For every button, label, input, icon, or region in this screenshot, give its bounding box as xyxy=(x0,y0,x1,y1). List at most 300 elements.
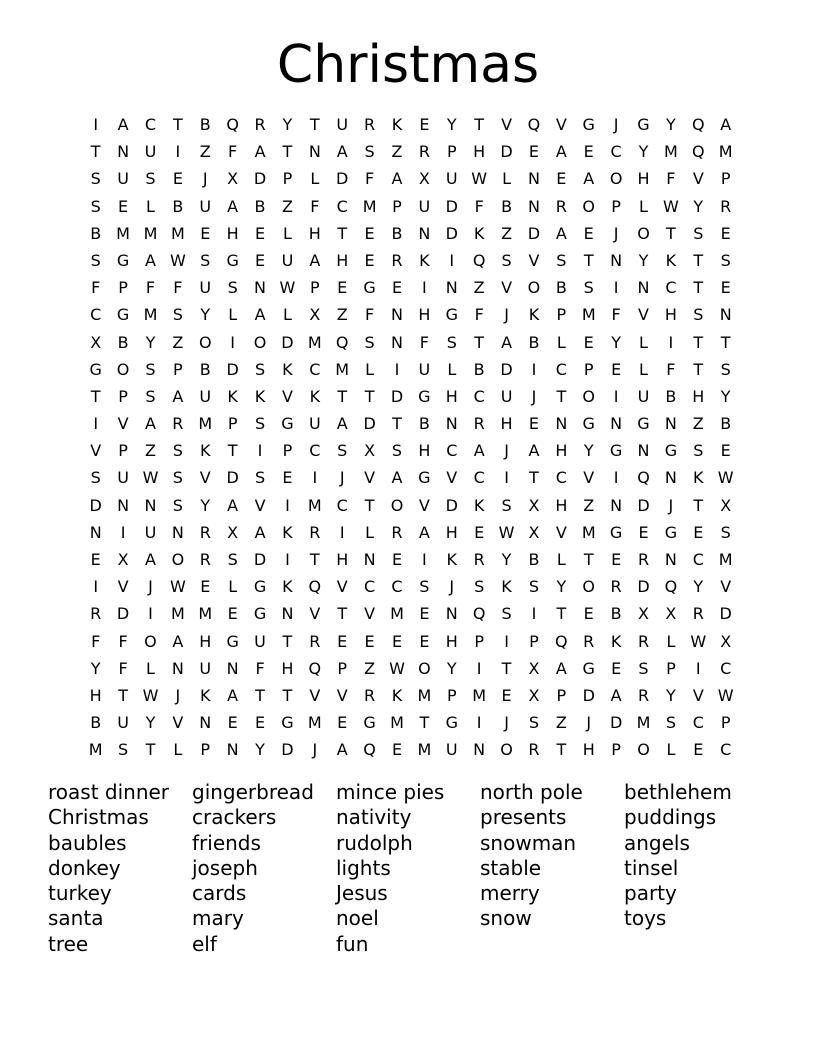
grid-letter[interactable]: N xyxy=(445,278,458,298)
grid-letter[interactable]: P xyxy=(118,386,128,406)
grid-letter[interactable]: H xyxy=(664,305,677,325)
grid-letter[interactable]: N xyxy=(281,604,294,624)
grid-letter[interactable]: P xyxy=(529,631,539,651)
grid-letter[interactable]: B xyxy=(199,359,211,379)
grid-letter[interactable]: Q xyxy=(308,658,322,678)
grid-letter[interactable]: N xyxy=(610,414,623,434)
grid-letter[interactable]: A xyxy=(309,250,321,270)
grid-letter[interactable]: P xyxy=(611,740,621,760)
grid-letter[interactable]: W xyxy=(471,169,488,189)
grid-letter[interactable]: R xyxy=(692,604,704,624)
grid-letter[interactable]: Q xyxy=(308,577,322,597)
grid-letter[interactable]: R xyxy=(391,250,403,270)
grid-letter[interactable]: K xyxy=(282,577,293,597)
grid-letter[interactable]: C xyxy=(391,577,403,597)
grid-letter[interactable]: D xyxy=(281,332,294,352)
grid-letter[interactable]: D xyxy=(445,196,458,216)
grid-letter[interactable]: T xyxy=(309,115,320,134)
grid-letter[interactable]: G xyxy=(363,713,376,733)
grid-letter[interactable]: Z xyxy=(336,305,348,325)
grid-letter[interactable]: I xyxy=(394,359,400,379)
grid-letter[interactable]: Y xyxy=(556,577,567,597)
grid-letter[interactable]: I xyxy=(613,468,619,488)
grid-letter[interactable]: V xyxy=(555,522,567,542)
grid-letter[interactable]: T xyxy=(720,332,731,352)
grid-letter[interactable]: Y xyxy=(90,658,101,678)
grid-letter[interactable]: V xyxy=(117,414,129,434)
grid-letter[interactable]: H xyxy=(336,550,349,569)
grid-letter[interactable]: Y xyxy=(282,115,293,134)
grid-letter[interactable]: X xyxy=(528,495,540,515)
grid-letter[interactable]: U xyxy=(199,386,212,406)
grid-letter[interactable]: X xyxy=(364,441,376,461)
grid-letter[interactable]: Y xyxy=(200,495,211,515)
grid-letter[interactable]: L xyxy=(228,305,238,325)
grid-letter[interactable]: E xyxy=(337,631,348,651)
grid-letter[interactable]: R xyxy=(391,522,403,542)
grid-letter[interactable]: V xyxy=(528,250,540,270)
grid-letter[interactable]: E xyxy=(720,441,731,461)
grid-letter[interactable]: B xyxy=(90,223,102,243)
grid-letter[interactable]: V xyxy=(692,169,704,189)
grid-letter[interactable]: P xyxy=(474,631,484,651)
grid-letter[interactable]: Q xyxy=(335,332,349,352)
grid-letter[interactable]: N xyxy=(89,522,102,542)
grid-letter[interactable]: C xyxy=(446,441,458,461)
grid-letter[interactable]: Z xyxy=(144,441,156,461)
grid-letter[interactable]: Q xyxy=(472,604,486,624)
grid-letter[interactable]: N xyxy=(171,522,184,542)
grid-letter[interactable]: I xyxy=(148,604,153,624)
grid-letter[interactable]: R xyxy=(720,196,732,216)
grid-letter[interactable]: E xyxy=(583,223,594,243)
grid-letter[interactable]: C xyxy=(90,305,102,325)
grid-letter[interactable]: A xyxy=(555,142,567,162)
grid-letter[interactable]: C xyxy=(144,115,157,134)
grid-letter[interactable]: N xyxy=(226,658,239,678)
grid-letter[interactable]: W xyxy=(498,522,515,542)
grid-letter[interactable]: H xyxy=(582,740,595,760)
grid-letter[interactable]: J xyxy=(449,577,455,597)
grid-letter[interactable]: A xyxy=(583,169,595,189)
grid-letter[interactable]: K xyxy=(200,441,211,461)
grid-letter[interactable]: E xyxy=(391,550,403,569)
grid-letter[interactable]: R xyxy=(309,631,321,651)
grid-letter[interactable]: K xyxy=(693,468,704,488)
grid-letter[interactable]: M xyxy=(417,740,432,760)
grid-letter[interactable]: H xyxy=(445,386,458,406)
grid-letter[interactable]: J xyxy=(531,386,537,406)
grid-letter[interactable]: T xyxy=(282,685,293,705)
grid-letter[interactable]: C xyxy=(364,577,376,597)
grid-letter[interactable]: X xyxy=(309,305,321,325)
grid-letter[interactable]: E xyxy=(556,169,567,189)
grid-letter[interactable]: F xyxy=(611,305,621,325)
grid-letter[interactable]: K xyxy=(473,223,485,243)
grid-letter[interactable]: O xyxy=(171,550,185,569)
grid-letter[interactable]: Y xyxy=(200,305,211,325)
grid-letter[interactable]: R xyxy=(364,685,376,705)
grid-letter[interactable]: F xyxy=(118,658,128,678)
grid-letter[interactable]: W xyxy=(169,250,186,270)
grid-letter[interactable]: D xyxy=(719,604,732,624)
grid-letter[interactable]: P xyxy=(720,713,731,733)
grid-letter[interactable]: E xyxy=(391,278,403,298)
grid-letter[interactable]: X xyxy=(528,522,540,542)
grid-letter[interactable]: D xyxy=(582,685,595,705)
grid-letter[interactable]: B xyxy=(254,196,266,216)
grid-letter[interactable]: E xyxy=(118,196,129,216)
grid-letter[interactable]: E xyxy=(227,604,238,624)
grid-letter[interactable]: I xyxy=(476,658,482,678)
grid-letter[interactable]: L xyxy=(310,169,320,189)
grid-letter[interactable]: Z xyxy=(473,278,485,298)
grid-letter[interactable]: F xyxy=(228,142,238,162)
grid-letter[interactable]: P xyxy=(556,305,567,325)
grid-letter[interactable]: F xyxy=(91,631,101,651)
grid-letter[interactable]: S xyxy=(145,386,156,406)
grid-letter[interactable]: N xyxy=(719,305,732,325)
grid-letter[interactable]: Z xyxy=(281,196,293,216)
grid-letter[interactable]: J xyxy=(504,713,509,733)
grid-letter[interactable]: O xyxy=(582,386,596,406)
grid-letter[interactable]: M xyxy=(116,223,130,243)
grid-letter[interactable]: A xyxy=(227,495,239,515)
grid-letter[interactable]: N xyxy=(226,740,239,760)
grid-letter[interactable]: L xyxy=(282,223,292,243)
grid-letter[interactable]: L xyxy=(556,332,566,352)
grid-letter[interactable]: S xyxy=(172,441,183,461)
grid-letter[interactable]: T xyxy=(337,386,348,406)
grid-letter[interactable]: S xyxy=(528,713,540,733)
grid-letter[interactable]: I xyxy=(285,550,290,569)
grid-letter[interactable]: S xyxy=(556,250,567,270)
grid-letter[interactable]: M xyxy=(170,223,185,243)
grid-letter[interactable]: H xyxy=(445,522,458,542)
grid-letter[interactable]: Y xyxy=(693,196,704,216)
grid-letter[interactable]: T xyxy=(693,250,704,270)
grid-letter[interactable]: X xyxy=(528,658,540,678)
grid-letter[interactable]: T xyxy=(693,359,704,379)
grid-letter[interactable]: U xyxy=(308,414,321,434)
grid-letter[interactable]: P xyxy=(118,278,128,298)
grid-letter[interactable]: A xyxy=(391,468,403,488)
grid-letter[interactable]: N xyxy=(555,414,568,434)
grid-letter[interactable]: G xyxy=(582,658,595,678)
grid-letter[interactable]: A xyxy=(254,522,266,542)
grid-letter[interactable]: T xyxy=(556,386,567,406)
grid-letter[interactable]: K xyxy=(665,250,677,270)
grid-letter[interactable]: X xyxy=(638,604,649,624)
grid-letter[interactable]: X xyxy=(90,332,102,352)
grid-letter[interactable]: A xyxy=(172,386,184,406)
grid-letter[interactable]: G xyxy=(582,115,595,134)
grid-letter[interactable]: G xyxy=(609,441,623,461)
grid-letter[interactable]: U xyxy=(117,169,129,189)
grid-letter[interactable]: F xyxy=(365,305,375,325)
grid-letter[interactable]: E xyxy=(337,278,348,298)
grid-letter[interactable]: N xyxy=(117,142,130,162)
grid-letter[interactable]: L xyxy=(146,658,155,678)
grid-letter[interactable]: I xyxy=(175,142,181,162)
grid-letter[interactable]: N xyxy=(254,278,267,298)
grid-letter[interactable]: S xyxy=(172,468,183,488)
grid-letter[interactable]: D xyxy=(281,740,294,760)
grid-letter[interactable]: T xyxy=(583,550,594,569)
grid-letter[interactable]: P xyxy=(309,278,320,298)
grid-letter[interactable]: F xyxy=(365,169,375,189)
grid-letter[interactable]: D xyxy=(390,386,404,406)
grid-letter[interactable]: S xyxy=(665,713,676,733)
grid-letter[interactable]: A xyxy=(117,115,129,134)
grid-letter[interactable]: B xyxy=(473,359,485,379)
grid-letter[interactable]: P xyxy=(337,658,348,678)
grid-letter[interactable]: I xyxy=(613,278,619,298)
grid-letter[interactable]: E xyxy=(254,713,266,733)
grid-letter[interactable]: N xyxy=(445,604,458,624)
grid-letter[interactable]: E xyxy=(90,550,101,569)
grid-letter[interactable]: U xyxy=(117,468,129,488)
grid-letter[interactable]: F xyxy=(145,278,156,298)
grid-letter[interactable]: T xyxy=(145,740,156,760)
grid-letter[interactable]: T xyxy=(90,142,101,162)
grid-letter[interactable]: E xyxy=(391,740,403,760)
grid-letter[interactable]: U xyxy=(637,386,650,406)
grid-letter[interactable]: T xyxy=(693,278,704,298)
grid-letter[interactable]: Z xyxy=(199,142,211,162)
grid-letter[interactable]: I xyxy=(504,468,509,488)
grid-letter[interactable]: U xyxy=(117,713,129,733)
grid-letter[interactable]: U xyxy=(281,250,294,270)
grid-letter[interactable]: G xyxy=(445,305,458,325)
grid-letter[interactable]: H xyxy=(418,441,431,461)
grid-letter[interactable]: B xyxy=(665,386,677,406)
grid-letter[interactable]: B xyxy=(199,115,211,134)
grid-letter[interactable]: T xyxy=(172,115,183,134)
grid-letter[interactable]: O xyxy=(637,223,650,243)
grid-letter[interactable]: E xyxy=(501,685,512,705)
grid-letter[interactable]: H xyxy=(473,142,486,162)
grid-letter[interactable]: L xyxy=(639,196,648,216)
grid-letter[interactable]: V xyxy=(336,577,348,597)
grid-letter[interactable]: E xyxy=(364,250,375,270)
grid-letter[interactable]: K xyxy=(282,522,293,542)
grid-letter[interactable]: E xyxy=(200,577,211,597)
grid-letter[interactable]: X xyxy=(720,495,732,515)
grid-letter[interactable]: P xyxy=(282,169,293,189)
grid-letter[interactable]: Y xyxy=(638,142,649,162)
grid-letter[interactable]: L xyxy=(365,359,375,379)
grid-letter[interactable]: U xyxy=(445,169,458,189)
grid-letter[interactable]: S xyxy=(90,468,101,488)
grid-letter[interactable]: U xyxy=(144,522,157,542)
grid-letter[interactable]: K xyxy=(446,550,458,569)
grid-letter[interactable]: W xyxy=(142,468,159,488)
grid-letter[interactable]: V xyxy=(336,685,348,705)
grid-letter[interactable]: O xyxy=(253,332,267,352)
grid-letter[interactable]: V xyxy=(117,577,129,597)
grid-letter[interactable]: A xyxy=(418,522,430,542)
grid-letter[interactable]: G xyxy=(637,414,650,434)
grid-letter[interactable]: S xyxy=(90,169,101,189)
grid-letter[interactable]: E xyxy=(611,658,622,678)
grid-letter[interactable]: G xyxy=(116,250,130,270)
grid-letter[interactable]: H xyxy=(281,658,294,678)
grid-letter[interactable]: S xyxy=(90,250,101,270)
grid-letter[interactable]: P xyxy=(392,196,402,216)
grid-letter[interactable]: R xyxy=(309,522,321,542)
grid-letter[interactable]: U xyxy=(418,196,431,216)
grid-letter[interactable]: S xyxy=(419,577,430,597)
grid-letter[interactable]: M xyxy=(88,740,103,760)
grid-letter[interactable]: E xyxy=(611,359,622,379)
grid-letter[interactable]: R xyxy=(583,631,595,651)
grid-letter[interactable]: R xyxy=(364,115,376,134)
grid-letter[interactable]: M xyxy=(143,305,158,325)
grid-letter[interactable]: W xyxy=(662,196,679,216)
grid-letter[interactable]: T xyxy=(364,495,375,515)
grid-letter[interactable]: C xyxy=(665,278,677,298)
grid-letter[interactable]: V xyxy=(638,305,649,325)
grid-letter[interactable]: A xyxy=(555,658,567,678)
grid-letter[interactable]: M xyxy=(390,713,404,733)
grid-letter[interactable]: Q xyxy=(555,631,568,651)
grid-letter[interactable]: A xyxy=(227,196,239,216)
grid-letter[interactable]: S xyxy=(254,359,266,379)
grid-letter[interactable]: A xyxy=(555,223,567,243)
grid-letter[interactable]: E xyxy=(364,631,375,651)
grid-letter[interactable]: I xyxy=(257,441,263,461)
grid-letter[interactable]: P xyxy=(583,359,594,379)
grid-letter[interactable]: P xyxy=(282,441,293,461)
grid-letter[interactable]: J xyxy=(613,223,619,243)
grid-letter[interactable]: L xyxy=(639,332,648,352)
grid-letter[interactable]: F xyxy=(118,631,128,651)
grid-letter[interactable]: F xyxy=(419,332,429,352)
grid-letter[interactable]: T xyxy=(474,332,485,352)
grid-letter[interactable]: J xyxy=(339,468,345,488)
grid-letter[interactable]: S xyxy=(364,142,375,162)
grid-letter[interactable]: E xyxy=(391,631,403,651)
grid-letter[interactable]: J xyxy=(504,441,509,461)
grid-letter[interactable]: R xyxy=(528,740,540,760)
grid-letter[interactable]: W xyxy=(279,278,296,298)
grid-letter[interactable]: N xyxy=(117,495,130,515)
grid-letter[interactable]: T xyxy=(419,713,430,733)
grid-letter[interactable]: O xyxy=(637,740,650,760)
grid-letter[interactable]: P xyxy=(118,441,128,461)
grid-letter[interactable]: M xyxy=(718,142,733,162)
grid-letter[interactable]: Y xyxy=(446,658,457,678)
grid-letter[interactable]: T xyxy=(556,740,567,760)
grid-letter[interactable]: T xyxy=(693,495,704,515)
grid-letter[interactable]: R xyxy=(637,631,650,651)
grid-letter[interactable]: E xyxy=(282,468,293,488)
grid-letter[interactable]: O xyxy=(390,495,404,515)
grid-letter[interactable]: L xyxy=(666,631,676,651)
grid-letter[interactable]: V xyxy=(309,685,321,705)
grid-letter[interactable]: O xyxy=(609,169,623,189)
grid-letter[interactable]: J xyxy=(312,740,318,760)
grid-letter[interactable]: D xyxy=(637,577,650,597)
grid-letter[interactable]: R xyxy=(555,196,567,216)
grid-letter[interactable]: E xyxy=(693,522,704,542)
grid-letter[interactable]: H xyxy=(418,305,431,325)
grid-letter[interactable]: A xyxy=(391,169,403,189)
grid-letter[interactable]: J xyxy=(668,495,674,515)
grid-letter[interactable]: I xyxy=(230,332,235,352)
grid-letter[interactable]: U xyxy=(418,359,431,379)
grid-letter[interactable]: B xyxy=(172,196,184,216)
grid-letter[interactable]: U xyxy=(254,631,266,651)
grid-letter[interactable]: C xyxy=(720,740,732,760)
grid-letter[interactable]: E xyxy=(419,115,430,134)
grid-letter[interactable]: T xyxy=(337,223,348,243)
grid-letter[interactable]: W xyxy=(142,685,159,705)
grid-letter[interactable]: G xyxy=(637,115,650,134)
grid-letter[interactable]: P xyxy=(200,740,211,760)
grid-letter[interactable]: K xyxy=(391,685,403,705)
grid-letter[interactable]: R xyxy=(637,550,650,569)
grid-letter[interactable]: A xyxy=(473,441,485,461)
grid-letter[interactable]: V xyxy=(364,468,376,488)
grid-letter[interactable]: N xyxy=(637,441,650,461)
grid-letter[interactable]: V xyxy=(309,604,321,624)
grid-letter[interactable]: K xyxy=(610,631,622,651)
grid-letter[interactable]: U xyxy=(199,658,212,678)
grid-letter[interactable]: O xyxy=(144,631,157,651)
grid-letter[interactable]: Y xyxy=(255,740,265,760)
grid-letter[interactable]: T xyxy=(529,468,539,488)
grid-letter[interactable]: Z xyxy=(391,142,403,162)
grid-letter[interactable]: E xyxy=(720,278,731,298)
grid-letter[interactable]: A xyxy=(501,332,513,352)
grid-letter[interactable]: Y xyxy=(666,115,676,134)
grid-letter[interactable]: N xyxy=(418,223,431,243)
grid-letter[interactable]: L xyxy=(146,196,155,216)
grid-letter[interactable]: Z xyxy=(501,223,513,243)
grid-letter[interactable]: U xyxy=(144,142,157,162)
grid-letter[interactable]: A xyxy=(227,685,239,705)
grid-letter[interactable]: M xyxy=(581,522,596,542)
grid-letter[interactable]: L xyxy=(365,522,375,542)
grid-letter[interactable]: U xyxy=(445,740,458,760)
grid-letter[interactable]: L xyxy=(447,359,457,379)
grid-letter[interactable]: A xyxy=(336,740,348,760)
grid-letter[interactable]: T xyxy=(282,142,293,162)
grid-letter[interactable]: Q xyxy=(691,142,705,162)
grid-letter[interactable]: D xyxy=(445,495,458,515)
grid-letter[interactable]: M xyxy=(307,713,322,733)
grid-letter[interactable]: C xyxy=(555,359,567,379)
grid-letter[interactable]: D xyxy=(116,604,130,624)
grid-letter[interactable]: V xyxy=(172,713,184,733)
grid-letter[interactable]: S xyxy=(693,223,704,243)
grid-letter[interactable]: S xyxy=(90,196,101,216)
grid-letter[interactable]: E xyxy=(528,142,539,162)
grid-letter[interactable]: V xyxy=(720,577,732,597)
grid-letter[interactable]: Y xyxy=(720,386,731,406)
grid-letter[interactable]: K xyxy=(309,386,321,406)
grid-letter[interactable]: E xyxy=(254,223,266,243)
grid-letter[interactable]: K xyxy=(200,685,211,705)
grid-letter[interactable]: Y xyxy=(145,713,156,733)
grid-letter[interactable]: S xyxy=(172,305,183,325)
grid-letter[interactable]: R xyxy=(610,577,622,597)
grid-letter[interactable]: B xyxy=(501,196,513,216)
grid-letter[interactable]: T xyxy=(501,658,512,678)
grid-letter[interactable]: S xyxy=(474,577,485,597)
